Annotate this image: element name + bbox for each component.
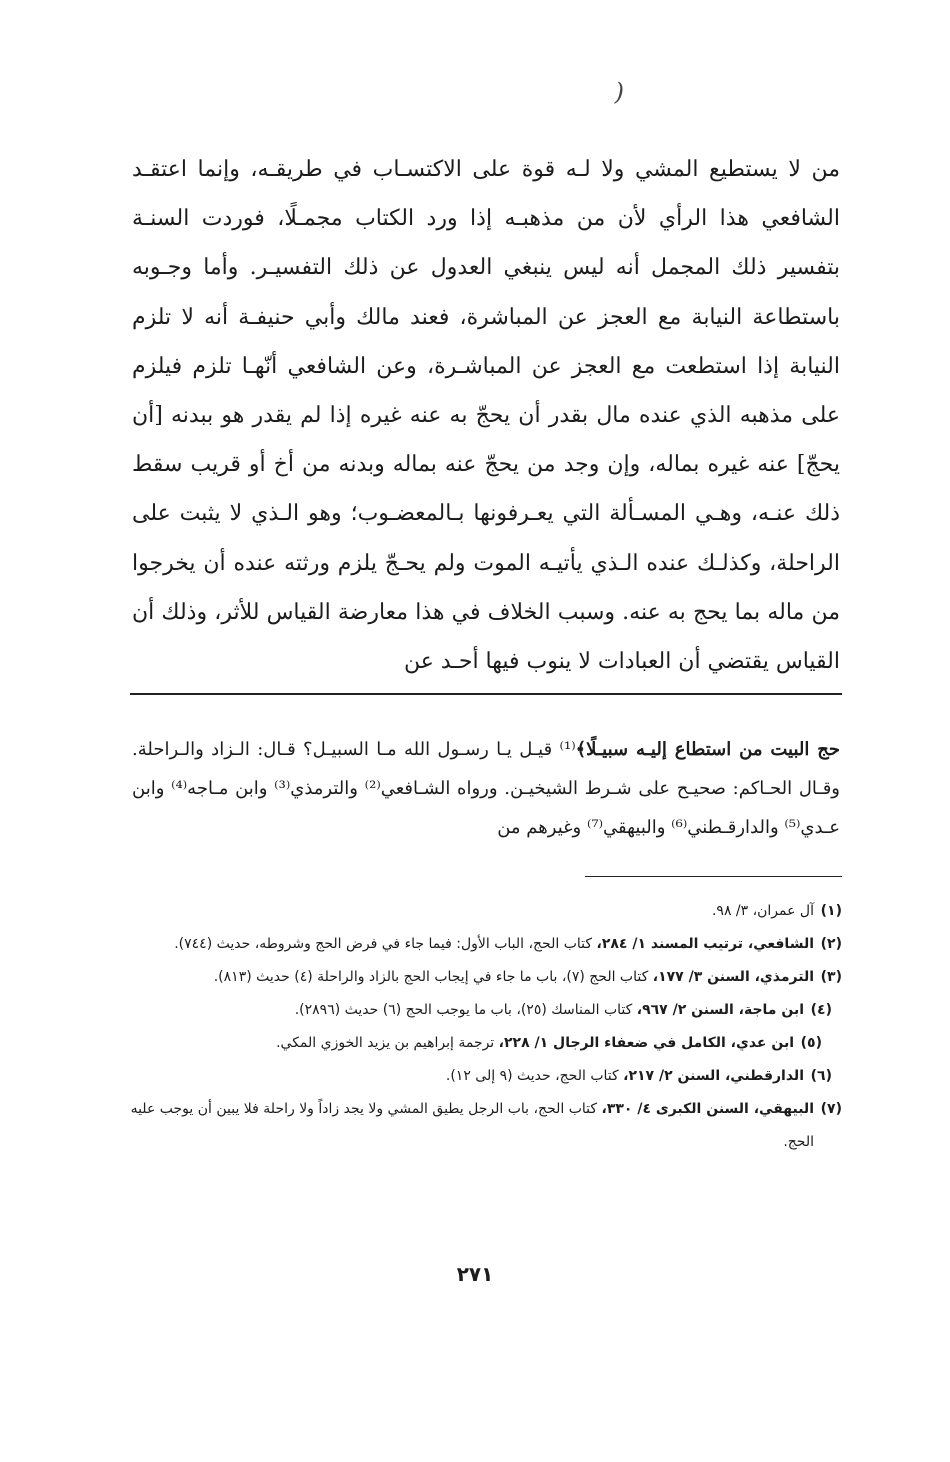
footnote-body: آل عمران، ٣/ ٩٨. (711, 903, 814, 919)
footnote-1 (120, 895, 842, 928)
footnote-rule (585, 876, 842, 877)
footnote-text (120, 928, 814, 961)
footnote-text (120, 895, 814, 928)
main-paragraph: من لا يستطيع المشي ولا لـه قوة على الاكتسـاب في طريقـه، وإنما اعتقـد الشافعي هذا الرأي لأن من مذهبـه إذا ورد الكتاب مجمـلًا، فوردت السنـة بتفسير ذلك المجمل أنه ليس ينبغي العدول عن ذلك التفسيـر. وأما وجـوبه باستطاعة النيابة مع العجز عن المباشرة، فعند مالك وأبي حنيفـة أنه لا تلزم النيابة إذا استطعت مع العجز عن المباشـرة، وعن الشافعي أنّهـا تلزم فيلزم على مذهبه الذي عنده مال بقدر أن يحجّ به عنه غيره إذا لم يقدر هو ببدنه [أن يحجّ] عنه غيره بماله، وإن وجد من يحجّ عنه بماله وبدنه من أخ أو قريب سقط ذلك عنـه، وهـي المسـألة التي يعـرفونها بـالمعضـوب؛ وهو الـذي لا يثبت على الراحلة، وكذلـك عنده الـذي يأتيـه الموت ولم يحـجّ يلزم ورثته عنده أن يخرجوا من ماله بما يحج به عنه. وسبب الخلاف في هذا معارضة القياس للأثر، وذلك أن القياس يقتضي أن العبادات لا ينوب فيها أحـد عن (132, 157, 840, 675)
footnotes (120, 895, 842, 1159)
footnote-number: (٦) (810, 1068, 832, 1084)
margin-mark: ( (614, 78, 624, 106)
footnote-number: (٣) (820, 969, 842, 985)
quote-lead: حج البيت من استطاع إليـه سبيـلًا﴾ (575, 739, 840, 760)
footnote-6 (120, 1060, 842, 1093)
footnote-source: البيهقي، السنن الكبرى ٤/ ٣٣٠، (601, 1101, 814, 1117)
main-text (132, 145, 840, 686)
footnote-body: كتاب الحج، الباب الأول: فيما جاء في فرض الحج وشروطه، حديث (٧٤٤). (174, 936, 597, 952)
footnote-body: كتاب الحج (٧)، باب ما جاء في إيجاب الحج بالزاد والراحلة (٤) حديث (٨١٣). (213, 969, 653, 985)
footnote-number: (٢) (820, 936, 842, 952)
footnote-number: (٧) (820, 1101, 842, 1117)
footnote-text (120, 961, 814, 994)
footnote-3 (120, 961, 842, 994)
quote-text: ⁽¹⁾ قيـل يـا رسـول الله مـا السبيـل؟ قـال: الـزاد والـراحلة. وقـال الحـاكم: صحيـح على شـرط الشيخيـن. ورواه الشـافعي⁽²⁾ والترمذي⁽³⁾ وابن مـاجه⁽⁴⁾ وابن عـدي⁽⁵⁾ والدارقـطني⁽⁶⁾ والبيهقي⁽⁷⁾ وغيرهم من (132, 739, 840, 838)
footnote-7 (120, 1093, 842, 1159)
quote-paragraph (132, 730, 840, 847)
hadith-quote (132, 730, 840, 847)
footnote-number: (٤) (810, 1002, 832, 1018)
footnote-source: الدارقطني، السنن ٢/ ٢١٧، (623, 1068, 804, 1084)
footnote-body: كتاب الحج، حديث (٩ إلى ١٢). (445, 1068, 624, 1084)
footnote-text (120, 1093, 814, 1159)
footnote-2 (120, 928, 842, 961)
footnote-text (120, 1027, 794, 1060)
footnote-5 (120, 1027, 842, 1060)
footnote-text (120, 1060, 804, 1093)
footnote-source: ابن ماجة، السنن ٢/ ٩٦٧، (636, 1002, 804, 1018)
separator-rule (130, 693, 842, 695)
footnote-body: ترجمة إبراهيم بن يزيد الخوزي المكي. (276, 1035, 499, 1051)
footnote-source: ابن عدي، الكامل في ضعفاء الرجال ١/ ٢٢٨، (498, 1035, 794, 1051)
footnote-text (120, 994, 804, 1027)
page-number: ٢٧١ (456, 1262, 494, 1286)
footnote-body: كتاب الحج، باب الرجل يطيق المشي ولا يجد زاداً ولا راحلة فلا يبين أن يوجب عليه الحج. (130, 1101, 814, 1150)
footnote-source: الشافعي، ترتيب المسند ١/ ٢٨٤، (596, 936, 814, 952)
footnote-source: الترمذي، السنن ٣/ ١٧٧، (652, 969, 814, 985)
footnote-number: (١) (820, 903, 842, 919)
footnote-4 (120, 994, 842, 1027)
footnote-number: (٥) (800, 1035, 822, 1051)
footnote-body: كتاب المناسك (٢٥)، باب ما يوجب الحج (٦) حديث (٢٨٩٦). (294, 1002, 637, 1018)
